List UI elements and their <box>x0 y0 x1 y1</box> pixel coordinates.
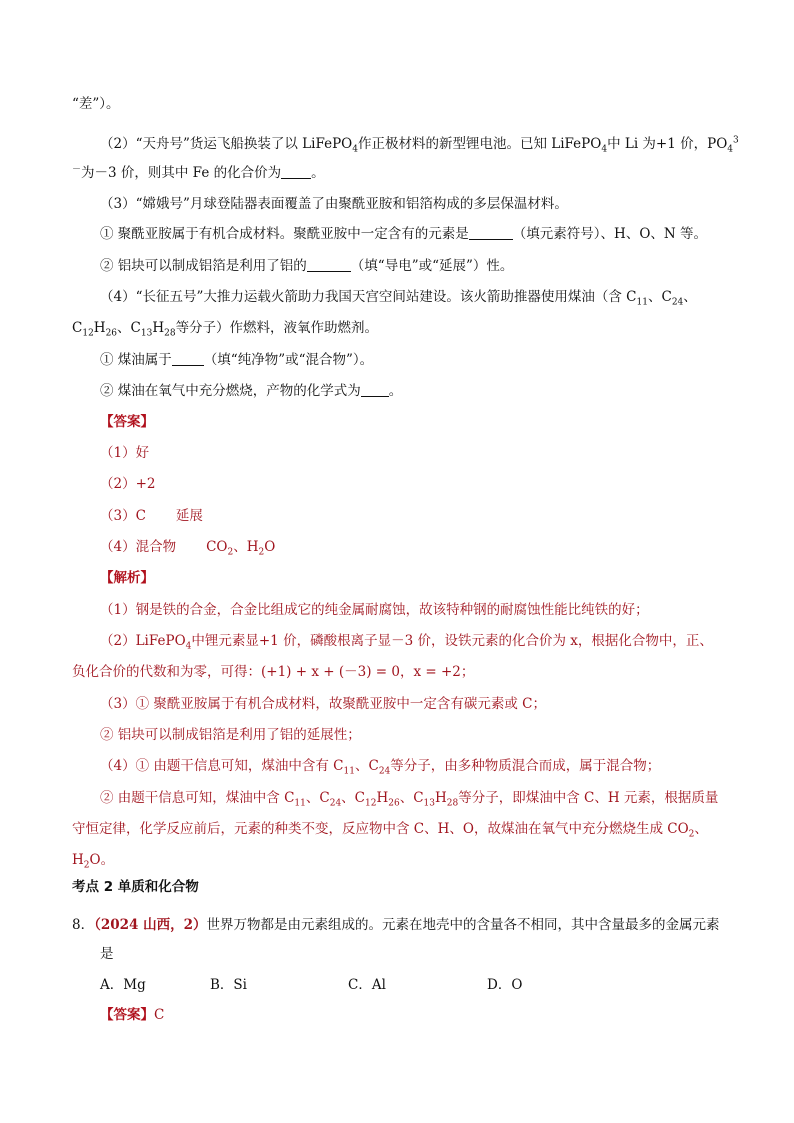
explanation-line: （1）钢是铁的合金，合金比组成它的纯金属耐腐蚀，故该特种钢的耐腐蚀性能比纯铁的好； <box>100 602 649 618</box>
answer-line: （4）混合物 $CO_2$、$H_2O$ <box>100 539 276 558</box>
explanation-line: （4）① 由题干信息可知，煤油中含有 $C_{11}$、$C_{24}$等分子，由多种物质混合而成，属于混合物； <box>100 758 661 777</box>
explanation-line: ② 由题干信息可知，煤油中含 $C_{11}$、$C_{24}$、$C_{12}H_{26}$、$C_{13}H_{28}$等分子，即煤油中含 C、H 元素，根据质量 <box>100 790 719 809</box>
text-line: ① 煤油属于 （填“纯净物”或“混合物”）。 <box>100 352 374 368</box>
answer-line: （2）+2 <box>100 476 156 492</box>
text-line: （2）“天舟号”货运飞船换装了以 LiFePO$_4$作正极材料的新型锂电池。已知 LiFePO$_4$中 Li 为+1 价，$PO_4^3$ <box>100 135 739 155</box>
answer-blank <box>172 351 204 366</box>
explanation-line: （3）① 聚酰亚胺属于有机合成材料，故聚酰亚胺中一定含有碳元素或 C； <box>100 696 547 712</box>
answer-blank <box>281 164 311 179</box>
explanation-line: 负化合价的代数和为零，可得：(+1) + x + (－3) = 0，x = +2； <box>72 664 475 680</box>
explanation-line: ② 铝块可以制成铝箔是利用了铝的延展性； <box>100 727 361 743</box>
section-title: 考点 2 单质和化合物 <box>72 879 199 895</box>
answer-blank <box>307 257 351 272</box>
explanation-line: 守恒定律，化学反应前后，元素的种类不变，反应物中含 C、H、O，故煤油在氧气中充分燃烧生成 $CO_2$、 <box>72 821 708 840</box>
text-line: $C_{12}H_{26}$、$C_{13}H_{28}$等分子）作燃料，液氧作助燃剂。 <box>72 320 379 339</box>
text-line: ② 铝块可以制成铝箔是利用了铝的 （填“导电”或“延展”）性。 <box>100 258 514 274</box>
text-line: （3）“嫦娥号”月球登陆器表面覆盖了由聚酰亚胺和铝箔构成的多层保温材料。 <box>100 196 568 212</box>
text-line: －为－3 价，则其中 Fe 的化合价为 。 <box>72 164 325 181</box>
option-c: C．Al <box>348 977 386 993</box>
explanation-line: $H_2O$。 <box>72 852 115 871</box>
answer-heading: 【答案】C <box>100 1007 165 1023</box>
answer-line: （3）C 延展 <box>100 508 203 524</box>
text-line: （4）“长征五号”大推力运载火箭助力我国天宫空间站建设。该火箭助推器使用煤油（含 $C_{11}$、$C_{24}$、 <box>100 289 697 308</box>
option-a: A．Mg <box>100 977 146 993</box>
text-line: ① 聚酰亚胺属于有机合成材料。聚酰亚胺中一定含有的元素是 （填元素符号）、H、O、N 等。 <box>100 226 707 242</box>
answer-blank <box>361 382 389 397</box>
answer-line: （1）好 <box>100 445 150 461</box>
explanation-heading: 【解析】 <box>100 570 154 586</box>
question-line: 是 <box>100 946 114 962</box>
option-d: D．O <box>487 977 523 993</box>
answer-blank <box>469 225 513 240</box>
question-line: 8．（2024 山西，2）世界万物都是由元素组成的。元素在地壳中的含量各不相同，其中含量最多的金属元素 <box>72 917 720 933</box>
option-b: B．Si <box>210 977 247 993</box>
text-line: “差”）。 <box>72 96 120 112</box>
answer-heading: 【答案】 <box>100 414 154 430</box>
explanation-line: （2）LiFePO$_4$中锂元素显+1 价，磷酸根离子显－3 价，设铁元素的化合价为 x，根据化合物中，正、 <box>100 633 713 652</box>
text-line: ② 煤油在氧气中充分燃烧，产物的化学式为 。 <box>100 383 403 399</box>
